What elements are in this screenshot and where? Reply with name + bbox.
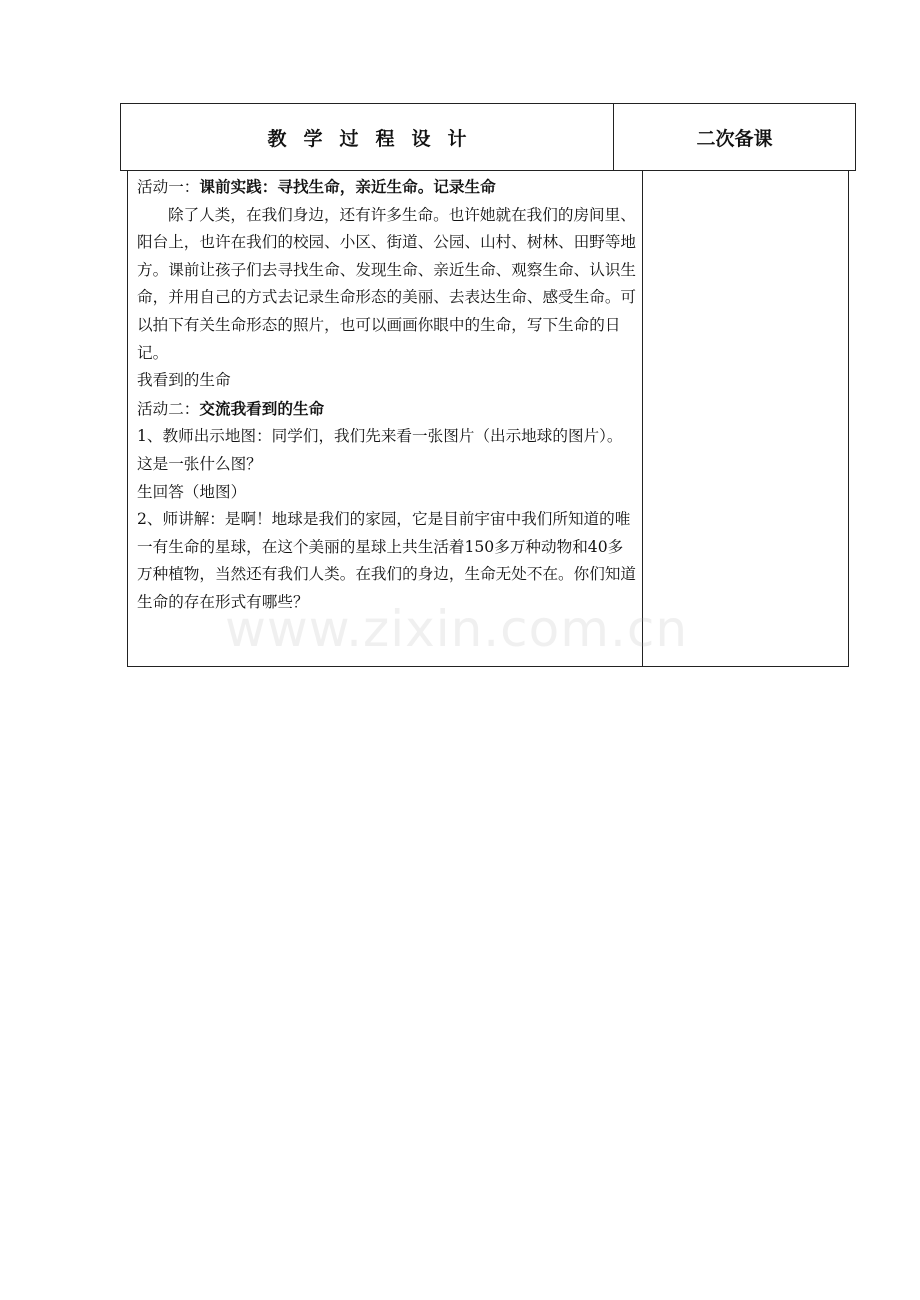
step2-paragraph: 2、师讲解：是啊！地球是我们的家园，它是目前宇宙中我们所知道的唯一有生命的星球，在这个美丽的星球上共生活着150多万种动物和40多万种植物，当然还有我们人类。在我们的身边，生命无处不在。你们知道生命的存在形式有哪些？: [137, 510, 637, 611]
step1-paragraph: 1、教师出示地图：同学们，我们先来看一张图片（出示地球的图片）。这是一张什么图？: [137, 427, 623, 473]
activity2-heading: [137, 395, 637, 424]
student-answer: 生回答（地图）: [137, 482, 247, 501]
lesson-content: [137, 173, 637, 617]
activity1-paragraph: 除了人类，在我们身边，还有许多生命。也许她就在我们的房间里、阳台上，也许在我们的校园、小区、街道、公园、山村、树林、田野等地方。课前让孩子们去寻找生命、发现生命、亲近生命、观察生命、认识生命，并用自己的方式去记录生命形态的美丽、去表达生命、感受生命。可以拍下有关生命形态的照片，也可以画画你眼中的生命，写下生命的日记。: [137, 205, 637, 362]
activity2-prefix: 活动二：: [137, 399, 200, 418]
seen-life-line: 我看到的生命: [137, 371, 231, 390]
header-title: 教学过程设计: [267, 127, 484, 150]
header-right-title: 二次备课: [696, 127, 773, 150]
second-prep-column: [643, 171, 848, 666]
watermark: www.zixin.com.cn: [225, 600, 689, 658]
activity2-title: 交流我看到的生命: [199, 398, 325, 418]
activity1-title: 课前实践：寻找生命，亲近生命。记录生命: [199, 177, 496, 196]
table-body: [127, 171, 849, 667]
activity1-prefix: 活动一：: [137, 178, 200, 196]
table-header: [120, 103, 856, 171]
activity1-heading: [137, 173, 637, 202]
